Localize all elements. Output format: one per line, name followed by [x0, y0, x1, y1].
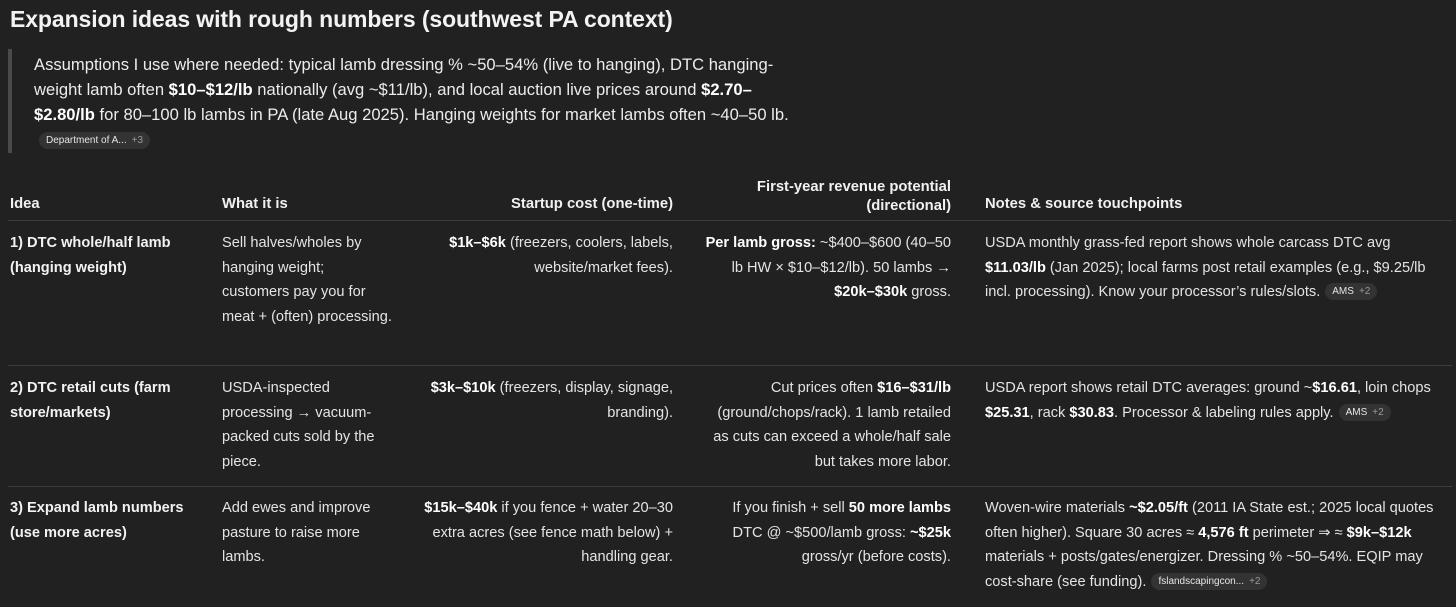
source-more-count: +3 — [131, 135, 144, 146]
row-divider — [8, 365, 1452, 366]
source-label: Department of A... — [46, 135, 127, 146]
row-3-notes-text: materials + posts/gates/energizer. Dressing % ~50–54%. EQIP may cost-share (see funding). — [985, 549, 1423, 590]
row-1-notes-text: USDA monthly grass-fed report shows whole carcass DTC avg — [985, 235, 1391, 251]
row-2-notes-text: , rack — [1029, 404, 1070, 421]
row-3-revenue-bold: ~$25k — [910, 524, 951, 541]
assumptions-text: nationally (avg ~$11/lb), and local auction live prices around — [252, 80, 702, 99]
row-3-notes — [985, 496, 1445, 594]
row-1-idea: 1) DTC whole/half lamb (hanging weight) — [10, 235, 171, 276]
row-3-revenue-text: DTC @ ~$500/lamb gross: — [732, 524, 910, 541]
row-3-revenue-bold: 50 more lambs — [848, 500, 951, 516]
row-1-what: Sell halves/wholes by hanging weight; customers pay you for meat + (often) processing. — [222, 235, 392, 325]
row-1-revenue — [700, 231, 951, 305]
source-label: AMS — [1332, 286, 1354, 297]
assumptions-text: Assumptions I use where needed: typical lamb dressing % ~50–54% (live to hanging), DTC hanging-weight lamb often — [34, 55, 774, 99]
page-title: Expansion ideas with rough numbers (southwest PA context) — [10, 6, 673, 32]
row-2-revenue-text: Cut prices often — [770, 380, 878, 396]
row-1-cost-bold: $1k–$6k — [449, 235, 506, 251]
assumptions-bold: $10–$12/lb — [168, 80, 253, 99]
row-3-notes-text: (2011 IA State est.; 2025 local quotes often higher). Square 30 acres ≈ — [985, 500, 1434, 541]
row-1-cost — [420, 231, 673, 280]
assumptions-blockquote — [8, 49, 808, 153]
row-3-notes-bold: $9k–$12k — [1346, 524, 1412, 541]
source-citation-pill[interactable] — [1339, 404, 1391, 421]
assumptions-text: for 80–100 lb lambs in PA (late Aug 2025). Hanging weights for market lambs often ~40–50 lb. — [94, 105, 789, 124]
row-2-what: USDA-inspected processing → vacuum-packed cuts sold by the piece. — [222, 380, 375, 470]
row-3-notes-text: perimeter ⇒ ≈ — [1248, 524, 1347, 541]
row-2-notes-bold: $25.31 — [985, 404, 1030, 421]
assumptions-bold: $2.70–$2.80/lb — [34, 80, 752, 124]
row-1-revenue-text: gross. — [907, 284, 951, 300]
column-header-revenue-line2: (directional) — [866, 198, 951, 214]
row-2-revenue-text: (ground/chops/rack). 1 lamb retailed as cuts can exceed a whole/half sale but takes more labor. — [713, 404, 951, 470]
row-2-revenue — [700, 376, 951, 474]
source-citation-pill[interactable] — [1325, 283, 1377, 300]
row-3-revenue — [700, 496, 951, 570]
row-1-cost-text: (freezers, coolers, labels, website/market fees). — [505, 235, 673, 276]
row-2-notes-text: . Processor & labeling rules apply. — [1114, 404, 1334, 421]
row-2-notes-text: , loin chops — [1356, 380, 1431, 396]
column-header-what: What it is — [222, 196, 288, 212]
column-header-idea: Idea — [10, 196, 40, 212]
row-2-notes-text: USDA report shows retail DTC averages: ground ~ — [985, 380, 1313, 396]
row-1-notes-bold: $11.03/lb — [985, 259, 1046, 276]
row-1-revenue-bold: $20k–$30k — [834, 284, 908, 300]
row-divider — [8, 486, 1452, 487]
column-header-notes: Notes & source touchpoints — [985, 196, 1183, 212]
row-1-notes-text: (Jan 2025); local farms post retail examples (e.g., $9.25/lb incl. processing). Know your processor’s rules/slots. — [985, 259, 1426, 300]
row-3-notes-bold: 4,576 ft — [1198, 524, 1249, 541]
source-label: fslandscapingcon... — [1158, 575, 1245, 587]
column-header-revenue-line1: First-year revenue potential — [756, 179, 951, 195]
row-3-cost-bold: $15k–$40k — [424, 500, 498, 516]
row-3-notes-text: Woven-wire materials — [985, 500, 1130, 516]
row-2-cost-bold: $3k–$10k — [430, 380, 496, 396]
row-2-notes — [985, 376, 1445, 425]
row-3-what: Add ewes and improve pasture to raise more lambs. — [222, 500, 371, 565]
row-3-cost — [420, 496, 673, 570]
row-1-revenue-text: ~$400–$600 (40–50 lb HW × $10–$12/lb). 50 lambs → — [731, 235, 951, 276]
row-2-notes-bold: $30.83 — [1069, 404, 1115, 421]
source-more-count: +2 — [1372, 406, 1384, 418]
row-2-revenue-bold: $16–$31/lb — [877, 380, 951, 396]
header-divider — [8, 220, 1452, 221]
source-label: AMS — [1345, 406, 1368, 418]
row-3-notes-bold: ~$2.05/ft — [1129, 500, 1188, 516]
row-2-cost-text: (freezers, display, signage, branding). — [495, 380, 673, 421]
row-3-revenue-text: If you finish + sell — [732, 500, 849, 516]
row-1-revenue-bold: Per lamb gross: — [705, 235, 816, 251]
column-header-cost: Startup cost (one-time) — [511, 196, 673, 212]
row-2-notes-bold: $16.61 — [1312, 380, 1357, 396]
column-header-revenue — [700, 178, 951, 216]
source-more-count: +2 — [1358, 286, 1371, 297]
source-citation-pill[interactable] — [1151, 573, 1267, 590]
row-2-cost — [420, 376, 673, 425]
row-3-idea: 3) Expand lamb numbers (use more acres) — [10, 500, 184, 541]
row-3-revenue-text: gross/yr (before costs). — [801, 549, 951, 565]
source-more-count: +2 — [1249, 575, 1261, 587]
row-1-notes — [985, 231, 1445, 305]
row-3-cost-text: if you fence + water 20–30 extra acres (see fence math below) + handling gear. — [432, 500, 673, 565]
row-2-idea: 2) DTC retail cuts (farm store/markets) — [10, 380, 171, 421]
source-citation-pill[interactable] — [39, 132, 150, 149]
